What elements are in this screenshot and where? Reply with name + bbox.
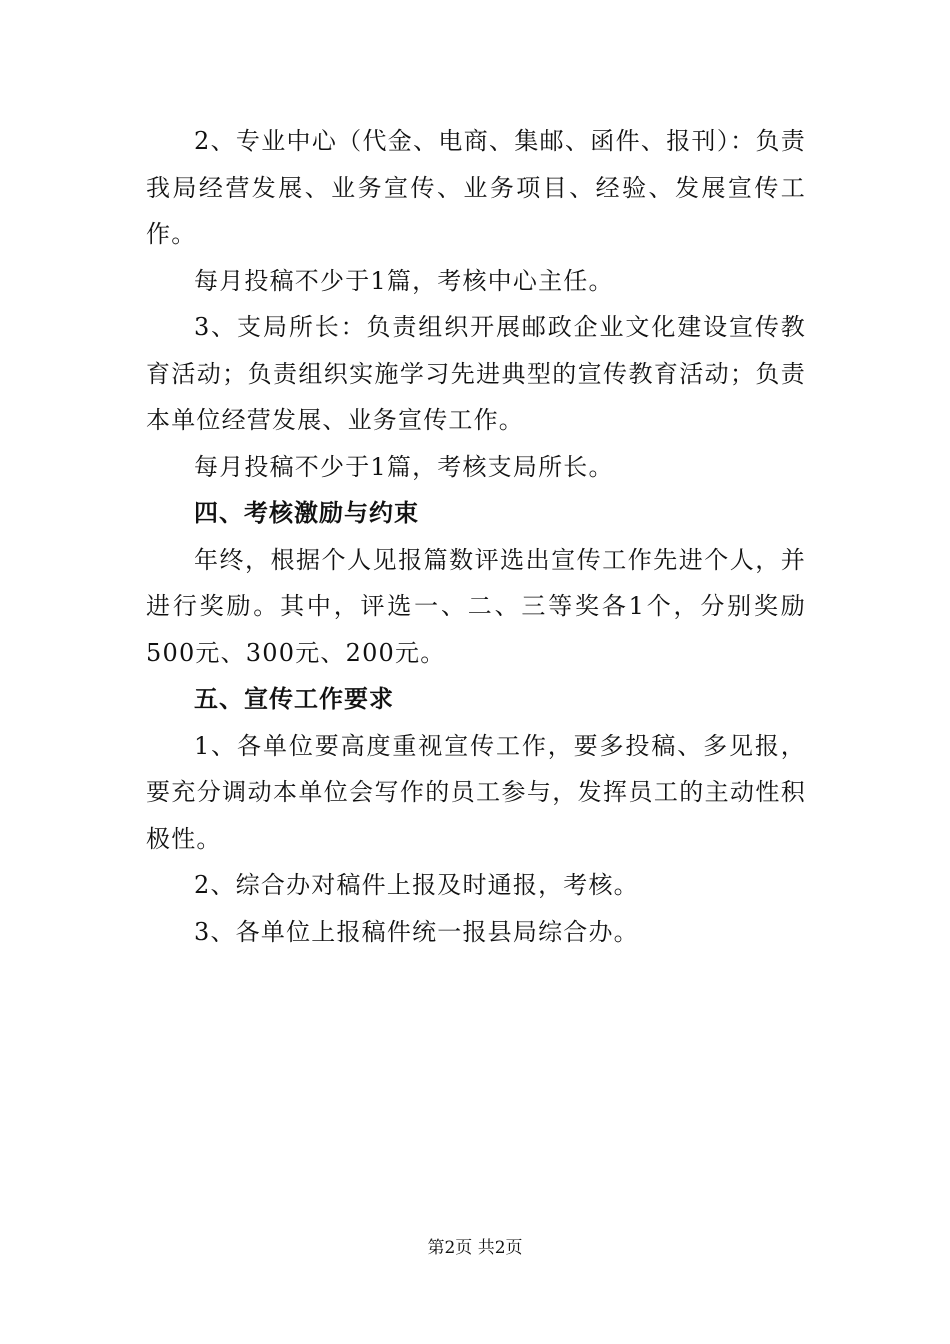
paragraph-branch-quota: 每月投稿不少于1篇，考核支局所长。 [194,452,614,481]
paragraph-year-end-awards: 年终，根据个人见报篇数评选出宣传工作先进个人，并进行奖励。其中，评选一、二、三等奖各1个，分别奖励500元、300元、200元。 [146,545,806,667]
paragraph-requirement-1: 1、各单位要高度重视宣传工作，要多投稿、多见报，要充分调动本单位会写作的员工参与，发挥员工的主动性积极性。 [146,731,806,853]
document-body [146,118,806,955]
paragraph-branch-heads: 3、支局所长：负责组织开展邮政企业文化建设宣传教育活动；负责组织实施学习先进典型的宣传教育活动；负责本单位经营发展、业务宣传工作。 [146,313,806,434]
paragraph-requirement-2: 2、综合办对稿件上报及时通报，考核。 [194,871,639,899]
paragraph-center-quota: 每月投稿不少于1篇，考核中心主任。 [194,266,614,295]
paragraph-professional-center: 2、专业中心（代金、电商、集邮、函件、报刊）：负责我局经营发展、业务宣传、业务项目、经验、发展宣传工作。 [146,127,806,248]
section-heading-requirements: 五、宣传工作要求 [194,685,394,713]
paragraph-requirement-3: 3、各单位上报稿件统一报县局综合办。 [194,917,639,946]
section-heading-incentives: 四、考核激励与约束 [194,499,419,527]
page-footer: 第2页 共2页 [427,1238,523,1258]
